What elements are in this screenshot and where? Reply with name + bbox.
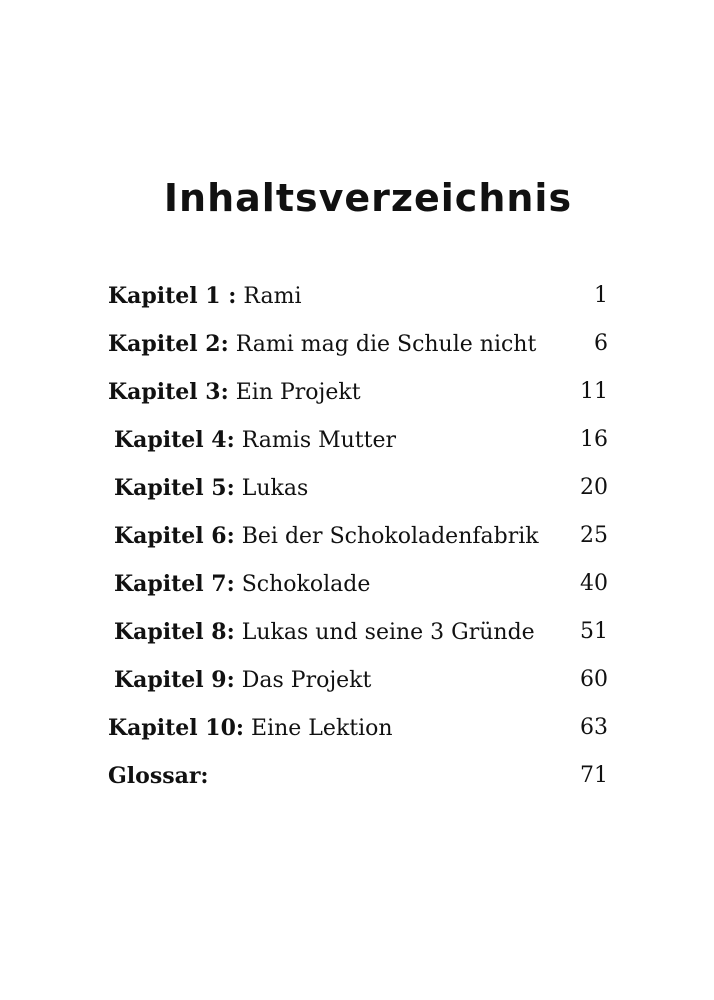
toc-label	[114, 516, 539, 557]
toc-chapter-name: Ein Projekt	[235, 380, 361, 405]
toc-page-number: 11	[580, 379, 608, 404]
toc-chapter-name: Schokolade	[241, 572, 371, 597]
toc-entry-4	[0, 420, 714, 460]
toc-entry-7	[0, 564, 714, 604]
toc-entry-1	[0, 276, 714, 316]
toc-chapter-key: Kapitel 1 :	[108, 283, 237, 309]
toc-chapter-key: Kapitel 6:	[114, 523, 235, 549]
toc-entry-9	[0, 660, 714, 700]
toc-chapter-name: Lukas	[241, 476, 309, 501]
toc-page-number: 20	[580, 475, 608, 500]
toc-label	[108, 324, 536, 365]
toc-chapter-name: Das Projekt	[241, 668, 372, 693]
toc-label	[114, 468, 308, 509]
toc-label	[108, 372, 361, 413]
toc-entry-2	[0, 324, 714, 364]
toc-chapter-key: Kapitel 7:	[114, 571, 235, 597]
toc-page-number: 60	[580, 667, 608, 692]
page-title: Inhaltsverzeichnis	[163, 176, 573, 220]
toc-entry-5	[0, 468, 714, 508]
toc-entry-6	[0, 516, 714, 556]
toc-page-number: 40	[580, 571, 608, 596]
toc-label	[114, 564, 370, 605]
toc-chapter-key: Glossar:	[108, 763, 209, 789]
toc-chapter-name: Rami	[243, 284, 302, 309]
toc-chapter-key: Kapitel 5:	[114, 475, 235, 501]
toc-page-number: 25	[580, 523, 608, 548]
toc-label	[108, 708, 393, 749]
toc-chapter-key: Kapitel 8:	[114, 619, 235, 645]
toc-page-number: 63	[580, 715, 608, 740]
toc-label	[114, 612, 535, 653]
toc-chapter-key: Kapitel 2:	[108, 331, 229, 357]
toc-chapter-key: Kapitel 10:	[108, 715, 245, 741]
toc-entry-glossary	[0, 756, 714, 796]
toc-chapter-key: Kapitel 3:	[108, 379, 229, 405]
toc-chapter-name: Lukas und seine 3 Gründe	[241, 620, 535, 645]
toc-chapter-name: Rami mag die Schule nicht	[235, 332, 537, 357]
toc-chapter-key: Kapitel 9:	[114, 667, 235, 693]
toc-label	[114, 420, 396, 461]
toc-label	[108, 756, 209, 797]
toc-entry-10	[0, 708, 714, 748]
toc-chapter-name: Ramis Mutter	[241, 428, 397, 453]
toc-page-number: 71	[580, 763, 608, 788]
toc-entry-3	[0, 372, 714, 412]
toc-page-number: 16	[580, 427, 608, 452]
toc-chapter-name: Eine Lektion	[251, 716, 393, 741]
toc-page-number: 51	[580, 619, 608, 644]
toc-page-number: 1	[594, 283, 608, 308]
toc-chapter-name: Bei der Schokoladenfabrik	[241, 524, 539, 549]
toc-chapter-key: Kapitel 4:	[114, 427, 235, 453]
toc-page-number: 6	[594, 331, 608, 356]
toc-label	[108, 276, 301, 317]
toc-label	[114, 660, 371, 701]
toc-entry-8	[0, 612, 714, 652]
